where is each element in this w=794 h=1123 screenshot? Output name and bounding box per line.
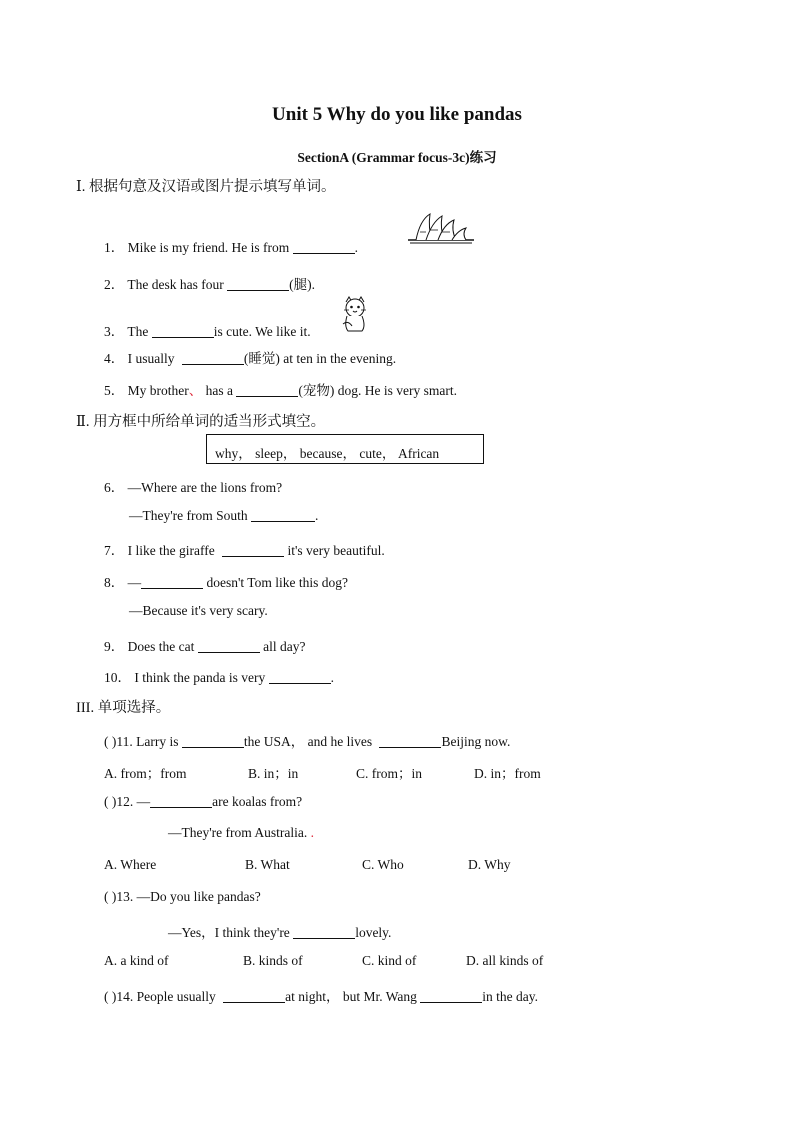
word-box: why， sleep， because， cute， African	[206, 434, 484, 464]
sydney-opera-house-image	[406, 210, 476, 246]
answer-blank[interactable]	[222, 542, 284, 557]
answer-blank[interactable]	[141, 574, 203, 589]
question-6-response: —They're from South .	[129, 508, 319, 523]
cat-image	[340, 296, 370, 334]
answer-blank[interactable]	[182, 733, 244, 748]
page-subtitle: SectionA (Grammar focus-3c)练习	[297, 150, 497, 165]
answer-blank[interactable]	[269, 669, 331, 684]
option-d[interactable]: D. Why	[468, 857, 511, 872]
section2-heading: Ⅱ. 用方框中所给单词的适当形式填空。	[76, 414, 326, 430]
answer-blank[interactable]	[182, 350, 244, 365]
answer-blank[interactable]	[420, 988, 482, 1003]
question-12-response: —They're from Australia. .	[168, 825, 315, 840]
answer-blank[interactable]	[223, 988, 285, 1003]
question-12: ( )12. — are koalas from?	[104, 794, 303, 809]
option-d[interactable]: D. in；from	[474, 766, 541, 781]
question-13: ( )13. —Do you like pandas?	[104, 889, 261, 904]
answer-blank[interactable]	[251, 507, 315, 522]
section3-heading: III. 单项选择。	[76, 700, 171, 716]
question-8: 8． — doesn't Tom like this dog?	[104, 575, 348, 590]
question-3: 3． The is cute. We like it.	[104, 324, 311, 339]
question-7: 7． I like the giraffe it's very beautiful.	[104, 543, 385, 558]
question-14: ( )14. People usually at night， but Mr. Wang in the day.	[104, 989, 539, 1004]
question-13-response: —Yes，I think they're lovely.	[168, 925, 392, 940]
question-11: ( )11. Larry is the USA， and he lives Beijing now.	[104, 734, 511, 749]
option-b[interactable]: B. What	[245, 857, 290, 872]
answer-blank[interactable]	[236, 382, 298, 397]
answer-blank[interactable]	[293, 924, 355, 939]
question-2: 2． The desk has four (腿).	[104, 277, 315, 292]
question-9: 9． Does the cat all day?	[104, 639, 306, 654]
question-4: 4． I usually (睡觉) at ten in the evening.	[104, 351, 397, 366]
option-a[interactable]: A. from；from	[104, 766, 187, 781]
option-a[interactable]: A. a kind of	[104, 953, 169, 968]
answer-blank[interactable]	[293, 239, 355, 254]
question-6: 6． —Where are the lions from?	[104, 480, 283, 495]
answer-blank[interactable]	[198, 638, 260, 653]
section1-heading: Ⅰ. 根据句意及汉语或图片提示填写单词。	[76, 179, 336, 195]
question-5: 5． My brother、 has a (宠物) dog. He is very smart.	[104, 383, 457, 398]
option-b[interactable]: B. in；in	[248, 766, 299, 781]
page-title: Unit 5 Why do you like pandas	[272, 104, 522, 125]
option-c[interactable]: C. Who	[362, 857, 404, 872]
option-d[interactable]: D. all kinds of	[466, 953, 544, 968]
answer-blank[interactable]	[379, 733, 441, 748]
option-c[interactable]: C. kind of	[362, 953, 417, 968]
question-10: 10． I think the panda is very .	[104, 670, 334, 685]
question-1: 1． Mike is my friend. He is from .	[104, 240, 358, 255]
answer-blank[interactable]	[150, 793, 212, 808]
question-8-response: —Because it's very scary.	[129, 603, 268, 618]
answer-blank[interactable]	[227, 276, 289, 291]
option-b[interactable]: B. kinds of	[243, 953, 303, 968]
answer-blank[interactable]	[152, 323, 214, 338]
option-a[interactable]: A. Where	[104, 857, 157, 872]
option-c[interactable]: C. from；in	[356, 766, 422, 781]
